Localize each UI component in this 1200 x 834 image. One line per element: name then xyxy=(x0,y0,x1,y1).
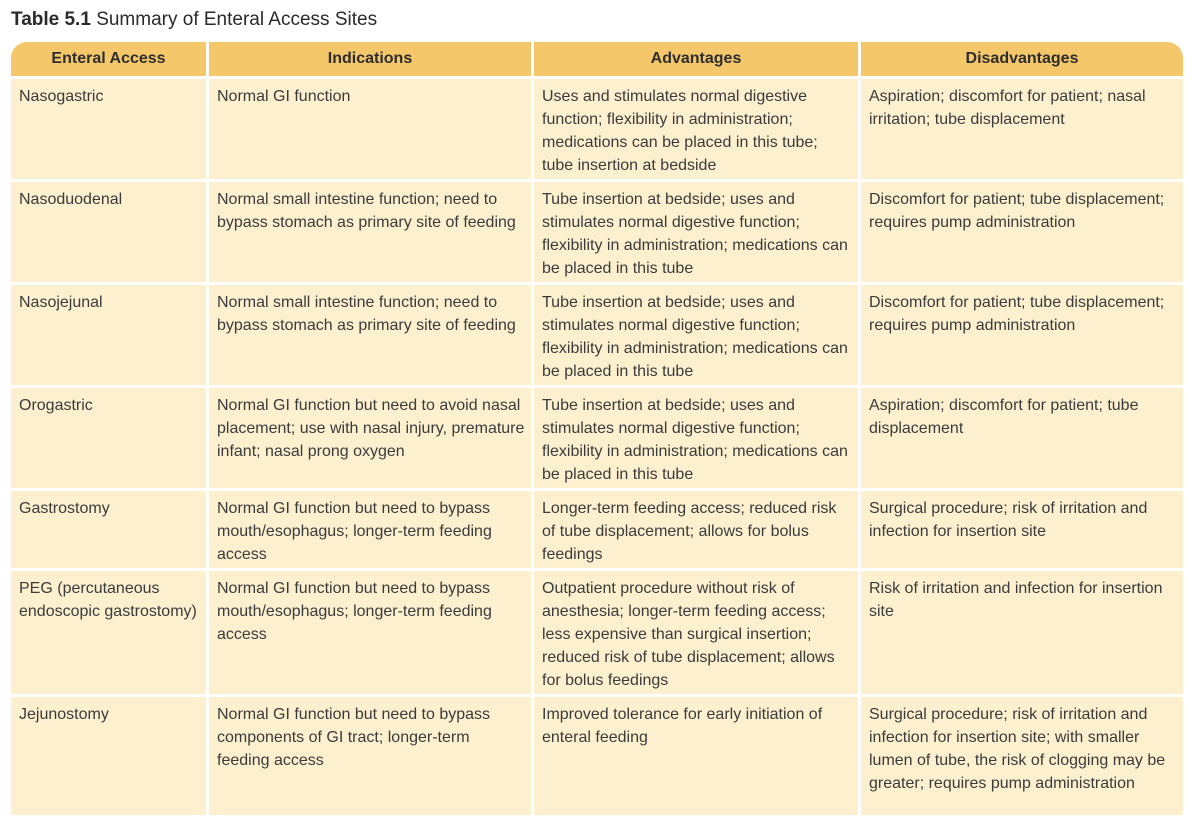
cell-enteral-access: Jejunostomy xyxy=(11,694,206,815)
table-caption xyxy=(11,9,377,31)
cell-enteral-access: Orogastric xyxy=(11,385,206,488)
table-header-row xyxy=(11,42,1183,76)
table-row xyxy=(11,179,1183,282)
table-row xyxy=(11,488,1183,568)
cell-disadvantages: Discomfort for patient; tube displacement; requires pump administration xyxy=(858,282,1183,385)
cell-disadvantages: Aspiration; discomfort for patient; tube displacement xyxy=(858,385,1183,488)
cell-disadvantages: Surgical procedure; risk of irritation and infection for insertion site xyxy=(858,488,1183,568)
cell-enteral-access: Nasogastric xyxy=(11,76,206,179)
column-header-disadvantages: Disadvantages xyxy=(858,42,1183,76)
cell-indications: Normal GI function but need to bypass mouth/esophagus; longer-term feeding access xyxy=(206,568,531,694)
cell-advantages: Outpatient procedure without risk of anesthesia; longer-term feeding access; less expensive than surgical insertion; reduced risk of tube displacement; allows for bolus feedings xyxy=(531,568,858,694)
cell-advantages: Tube insertion at bedside; uses and stimulates normal digestive function; flexibility in administration; medications can be placed in this tube xyxy=(531,282,858,385)
cell-disadvantages: Risk of irritation and infection for insertion site xyxy=(858,568,1183,694)
enteral-access-table xyxy=(11,42,1183,815)
cell-enteral-access: PEG (percutaneous endoscopic gastrostomy) xyxy=(11,568,206,694)
cell-advantages: Longer-term feeding access; reduced risk of tube displacement; allows for bolus feedings xyxy=(531,488,858,568)
cell-advantages: Tube insertion at bedside; uses and stimulates normal digestive function; flexibility in administration; medications can be placed in this tube xyxy=(531,179,858,282)
cell-enteral-access: Nasojejunal xyxy=(11,282,206,385)
column-header-enteral-access: Enteral Access xyxy=(11,42,206,76)
table-row xyxy=(11,568,1183,694)
cell-advantages: Tube insertion at bedside; uses and stimulates normal digestive function; flexibility in administration; medications can be placed in this tube xyxy=(531,385,858,488)
cell-enteral-access: Nasoduodenal xyxy=(11,179,206,282)
cell-advantages: Uses and stimulates normal digestive function; flexibility in administration; medications can be placed in this tube; tube insertion at bedside xyxy=(531,76,858,179)
table-row xyxy=(11,385,1183,488)
cell-indications: Normal GI function but need to bypass mouth/esophagus; longer-term feeding access xyxy=(206,488,531,568)
cell-indications: Normal GI function xyxy=(206,76,531,179)
table-number: Table 5.1 xyxy=(11,9,91,30)
table-row xyxy=(11,282,1183,385)
cell-disadvantages: Discomfort for patient; tube displacement; requires pump administration xyxy=(858,179,1183,282)
cell-indications: Normal small intestine function; need to bypass stomach as primary site of feeding xyxy=(206,179,531,282)
cell-indications: Normal small intestine function; need to bypass stomach as primary site of feeding xyxy=(206,282,531,385)
cell-disadvantages: Surgical procedure; risk of irritation and infection for insertion site; with smaller lumen of tube, the risk of clogging may be greater; requires pump administration xyxy=(858,694,1183,815)
table-row xyxy=(11,694,1183,815)
table-row xyxy=(11,76,1183,179)
cell-enteral-access: Gastrostomy xyxy=(11,488,206,568)
cell-disadvantages: Aspiration; discomfort for patient; nasal irritation; tube displacement xyxy=(858,76,1183,179)
cell-indications: Normal GI function but need to avoid nasal placement; use with nasal injury, premature infant; nasal prong oxygen xyxy=(206,385,531,488)
cell-advantages: Improved tolerance for early initiation of enteral feeding xyxy=(531,694,858,815)
cell-indications: Normal GI function but need to bypass components of GI tract; longer-term feeding access xyxy=(206,694,531,815)
table-title: Summary of Enteral Access Sites xyxy=(96,9,378,30)
column-header-advantages: Advantages xyxy=(531,42,858,76)
column-header-indications: Indications xyxy=(206,42,531,76)
